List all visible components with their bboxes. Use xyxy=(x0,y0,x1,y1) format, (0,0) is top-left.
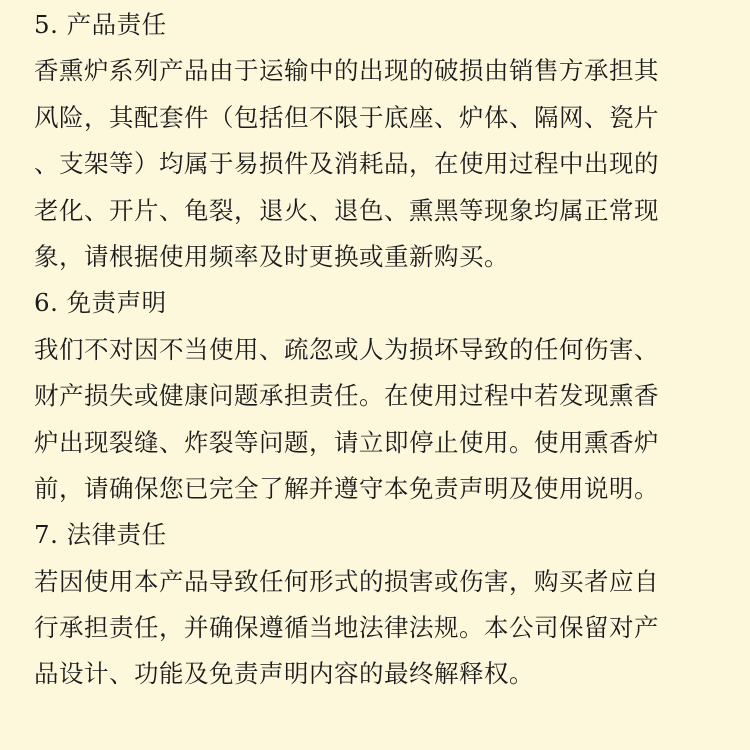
paragraph-line: 若因使用本产品导致任何形式的损害或伤害，购买者应自 xyxy=(34,566,659,596)
paragraph-line: 风险，其配套件（包括但不限于底座、炉体、隔网、瓷片 xyxy=(34,102,659,132)
paragraph-line: 我们不对因不当使用、疏忽或人为损坏导致的任何伤害、 xyxy=(34,334,659,364)
section-heading: 5. 产品责任 xyxy=(34,10,167,39)
section-product-liability xyxy=(34,2,720,280)
paragraph-line: 象，请根据使用频率及时更换或重新购买。 xyxy=(34,241,509,271)
paragraph-line: 香熏炉系列产品由于运输中的出现的破损由销售方承担其 xyxy=(34,56,659,86)
paragraph-line: 老化、开片、龟裂，退火、退色、熏黑等现象均属正常现 xyxy=(34,195,659,225)
section-heading: 7. 法律责任 xyxy=(34,520,167,550)
paragraph-line: 财产损失或健康问题承担责任。在使用过程中若发现熏香 xyxy=(34,381,659,411)
paragraph-line: 炉出现裂缝、炸裂等问题，请立即停止使用。使用熏香炉 xyxy=(34,427,659,457)
paragraph-line: 前，请确保您已完全了解并遵守本免责声明及使用说明。 xyxy=(34,473,659,503)
section-legal-liability xyxy=(34,512,720,698)
paragraph-line: 品设计、功能及免责声明内容的最终解释权。 xyxy=(34,659,534,689)
section-heading: 6. 免责声明 xyxy=(34,288,167,318)
section-disclaimer xyxy=(34,280,720,512)
paragraph-line: 、支架等）均属于易损件及消耗品，在使用过程中出现的 xyxy=(34,149,659,179)
paragraph-line: 行承担责任，并确保遵循当地法律法规。本公司保留对产 xyxy=(34,613,659,643)
